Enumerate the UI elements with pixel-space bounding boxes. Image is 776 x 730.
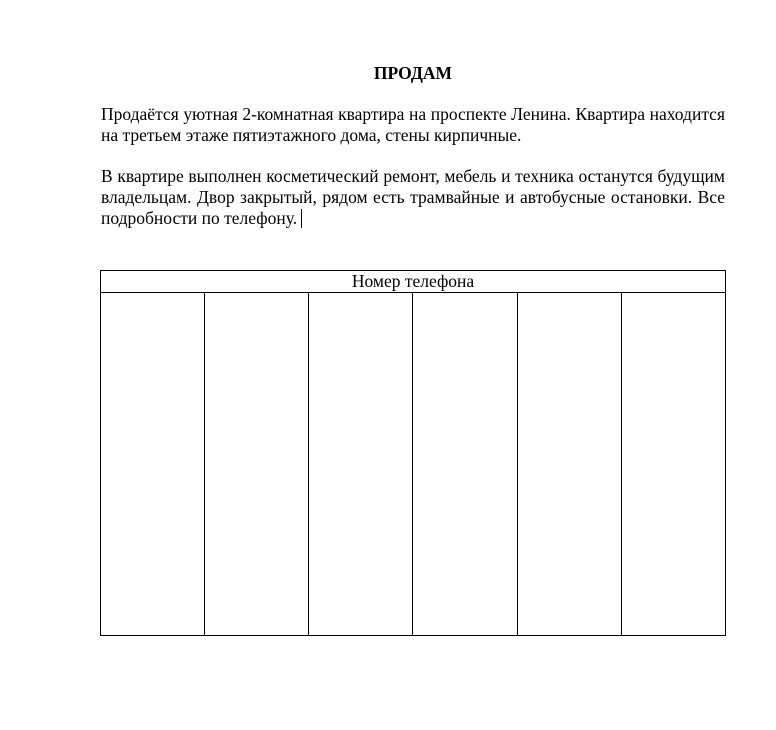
paragraph-details-text: В квартире выполнен косметический ремонт, мебель и техника останутся будущим владельцам. Двор закрытый, рядом есть трамвайные и автобусные остановки. Все подробности по телефону.	[101, 166, 725, 228]
phone-slip-6	[621, 293, 725, 636]
phone-table-header: Номер телефона	[101, 271, 726, 293]
phone-slip-3	[309, 293, 413, 636]
phone-slip-1	[101, 293, 205, 636]
paragraph-description-text: Продаётся уютная 2-комнатная квартира на проспекте Ленина. Квартира находится на третьем этаже пятиэтажного дома, стены кирпичные.	[101, 104, 725, 145]
paragraph-details	[101, 166, 725, 229]
phone-slip-4	[413, 293, 517, 636]
phone-slip-2	[205, 293, 309, 636]
phone-tear-off-table	[100, 270, 726, 636]
ad-title: ПРОДАМ	[373, 63, 453, 83]
phone-slip-5	[517, 293, 621, 636]
paragraph-description	[101, 104, 725, 146]
text-cursor	[301, 209, 302, 228]
